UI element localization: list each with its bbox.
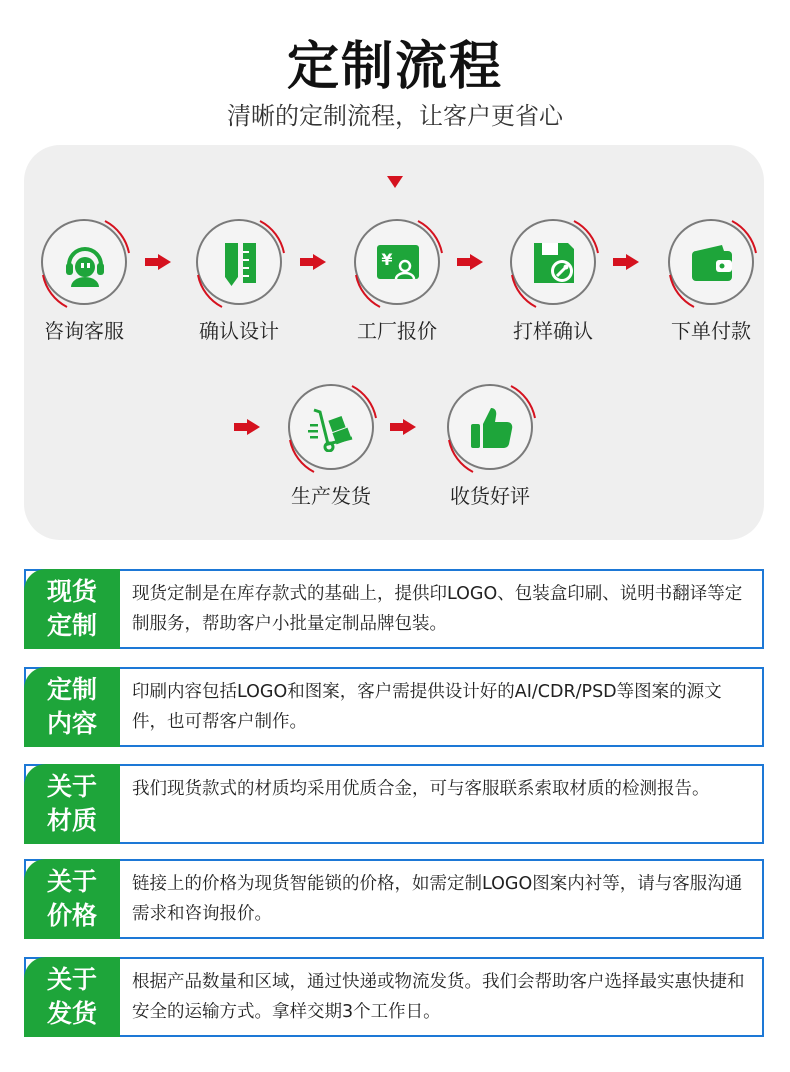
down-triangle-icon xyxy=(387,176,403,188)
card-tag-line: 内容 xyxy=(46,709,97,738)
card-tag xyxy=(24,667,120,747)
step-ring xyxy=(510,219,596,305)
info-card-material xyxy=(24,764,764,844)
quote-yen-icon xyxy=(374,239,422,287)
thumbs-up-icon xyxy=(467,404,515,452)
step-ring xyxy=(668,219,754,305)
step-label: 下单付款 xyxy=(671,319,751,343)
step-quote xyxy=(332,219,462,344)
customer-service-icon xyxy=(61,239,109,287)
arrow-right-icon xyxy=(613,254,639,270)
card-tag-line: 价格 xyxy=(46,901,97,930)
info-card-custom-content xyxy=(24,667,764,747)
card-tag-line: 关于 xyxy=(46,965,97,994)
info-card-stock-custom xyxy=(24,569,764,649)
step-label: 收货好评 xyxy=(450,484,530,508)
card-text: 根据产品数量和区域，通过快递或物流发货。我们会帮助客户选择最实惠快捷和安全的运输方式。拿样交期3个工作日。 xyxy=(132,972,745,1022)
page-title: 定制流程 xyxy=(286,37,503,97)
step-label: 工厂报价 xyxy=(357,319,437,343)
card-tag xyxy=(24,957,120,1037)
step-sample xyxy=(488,219,618,344)
step-ring xyxy=(196,219,282,305)
card-tag-line: 现货 xyxy=(46,577,97,606)
page-subtitle: 清晰的定制流程，让客户更省心 xyxy=(227,102,563,130)
hand-truck-icon xyxy=(308,404,356,452)
wallet-icon xyxy=(688,239,736,287)
step-ring xyxy=(41,219,127,305)
step-ring xyxy=(288,384,374,470)
arrow-right-icon xyxy=(300,254,326,270)
arrow-right-icon xyxy=(234,419,260,435)
step-ring xyxy=(354,219,440,305)
sample-wrench-icon xyxy=(530,239,578,287)
card-text: 链接上的价格为现货智能锁的价格，如需定制LOGO图案内衬等，请与客服沟通需求和咨询报价。 xyxy=(132,874,743,924)
card-tag-line: 发货 xyxy=(46,999,97,1028)
arrow-right-icon xyxy=(390,419,416,435)
arrow-right-icon xyxy=(145,254,171,270)
step-label: 咨询客服 xyxy=(44,319,124,343)
card-tag-line: 关于 xyxy=(46,772,97,801)
card-tag xyxy=(24,569,120,649)
card-tag xyxy=(24,859,120,939)
step-pay xyxy=(646,219,776,344)
step-review xyxy=(425,384,555,509)
design-pencil-icon xyxy=(216,239,264,287)
card-text: 我们现货款式的材质均采用优质合金，可与客服联系索取材质的检测报告。 xyxy=(132,779,710,799)
card-tag xyxy=(24,764,120,844)
card-tag-line: 定制 xyxy=(46,611,97,640)
step-ring xyxy=(447,384,533,470)
card-tag-line: 材质 xyxy=(46,806,97,835)
card-text: 印刷内容包括LOGO和图案，客户需提供设计好的AI/CDR/PSD等图案的源文件，也可帮客户制作。 xyxy=(132,682,722,732)
step-label: 生产发货 xyxy=(291,484,371,508)
svg-text:¥: ¥ xyxy=(381,250,393,269)
step-design xyxy=(174,219,304,344)
card-tag-line: 定制 xyxy=(46,675,97,704)
step-label: 打样确认 xyxy=(513,319,593,343)
arrow-right-icon xyxy=(457,254,483,270)
step-label: 确认设计 xyxy=(199,319,279,343)
info-card-price xyxy=(24,859,764,939)
card-tag-line: 关于 xyxy=(46,867,97,896)
step-ship xyxy=(266,384,396,509)
info-card-shipping xyxy=(24,957,764,1037)
step-consult xyxy=(19,219,149,344)
card-text: 现货定制是在库存款式的基础上，提供印LOGO、包装盒印刷、说明书翻译等定制服务，帮助客户小批量定制品牌包装。 xyxy=(132,584,743,634)
